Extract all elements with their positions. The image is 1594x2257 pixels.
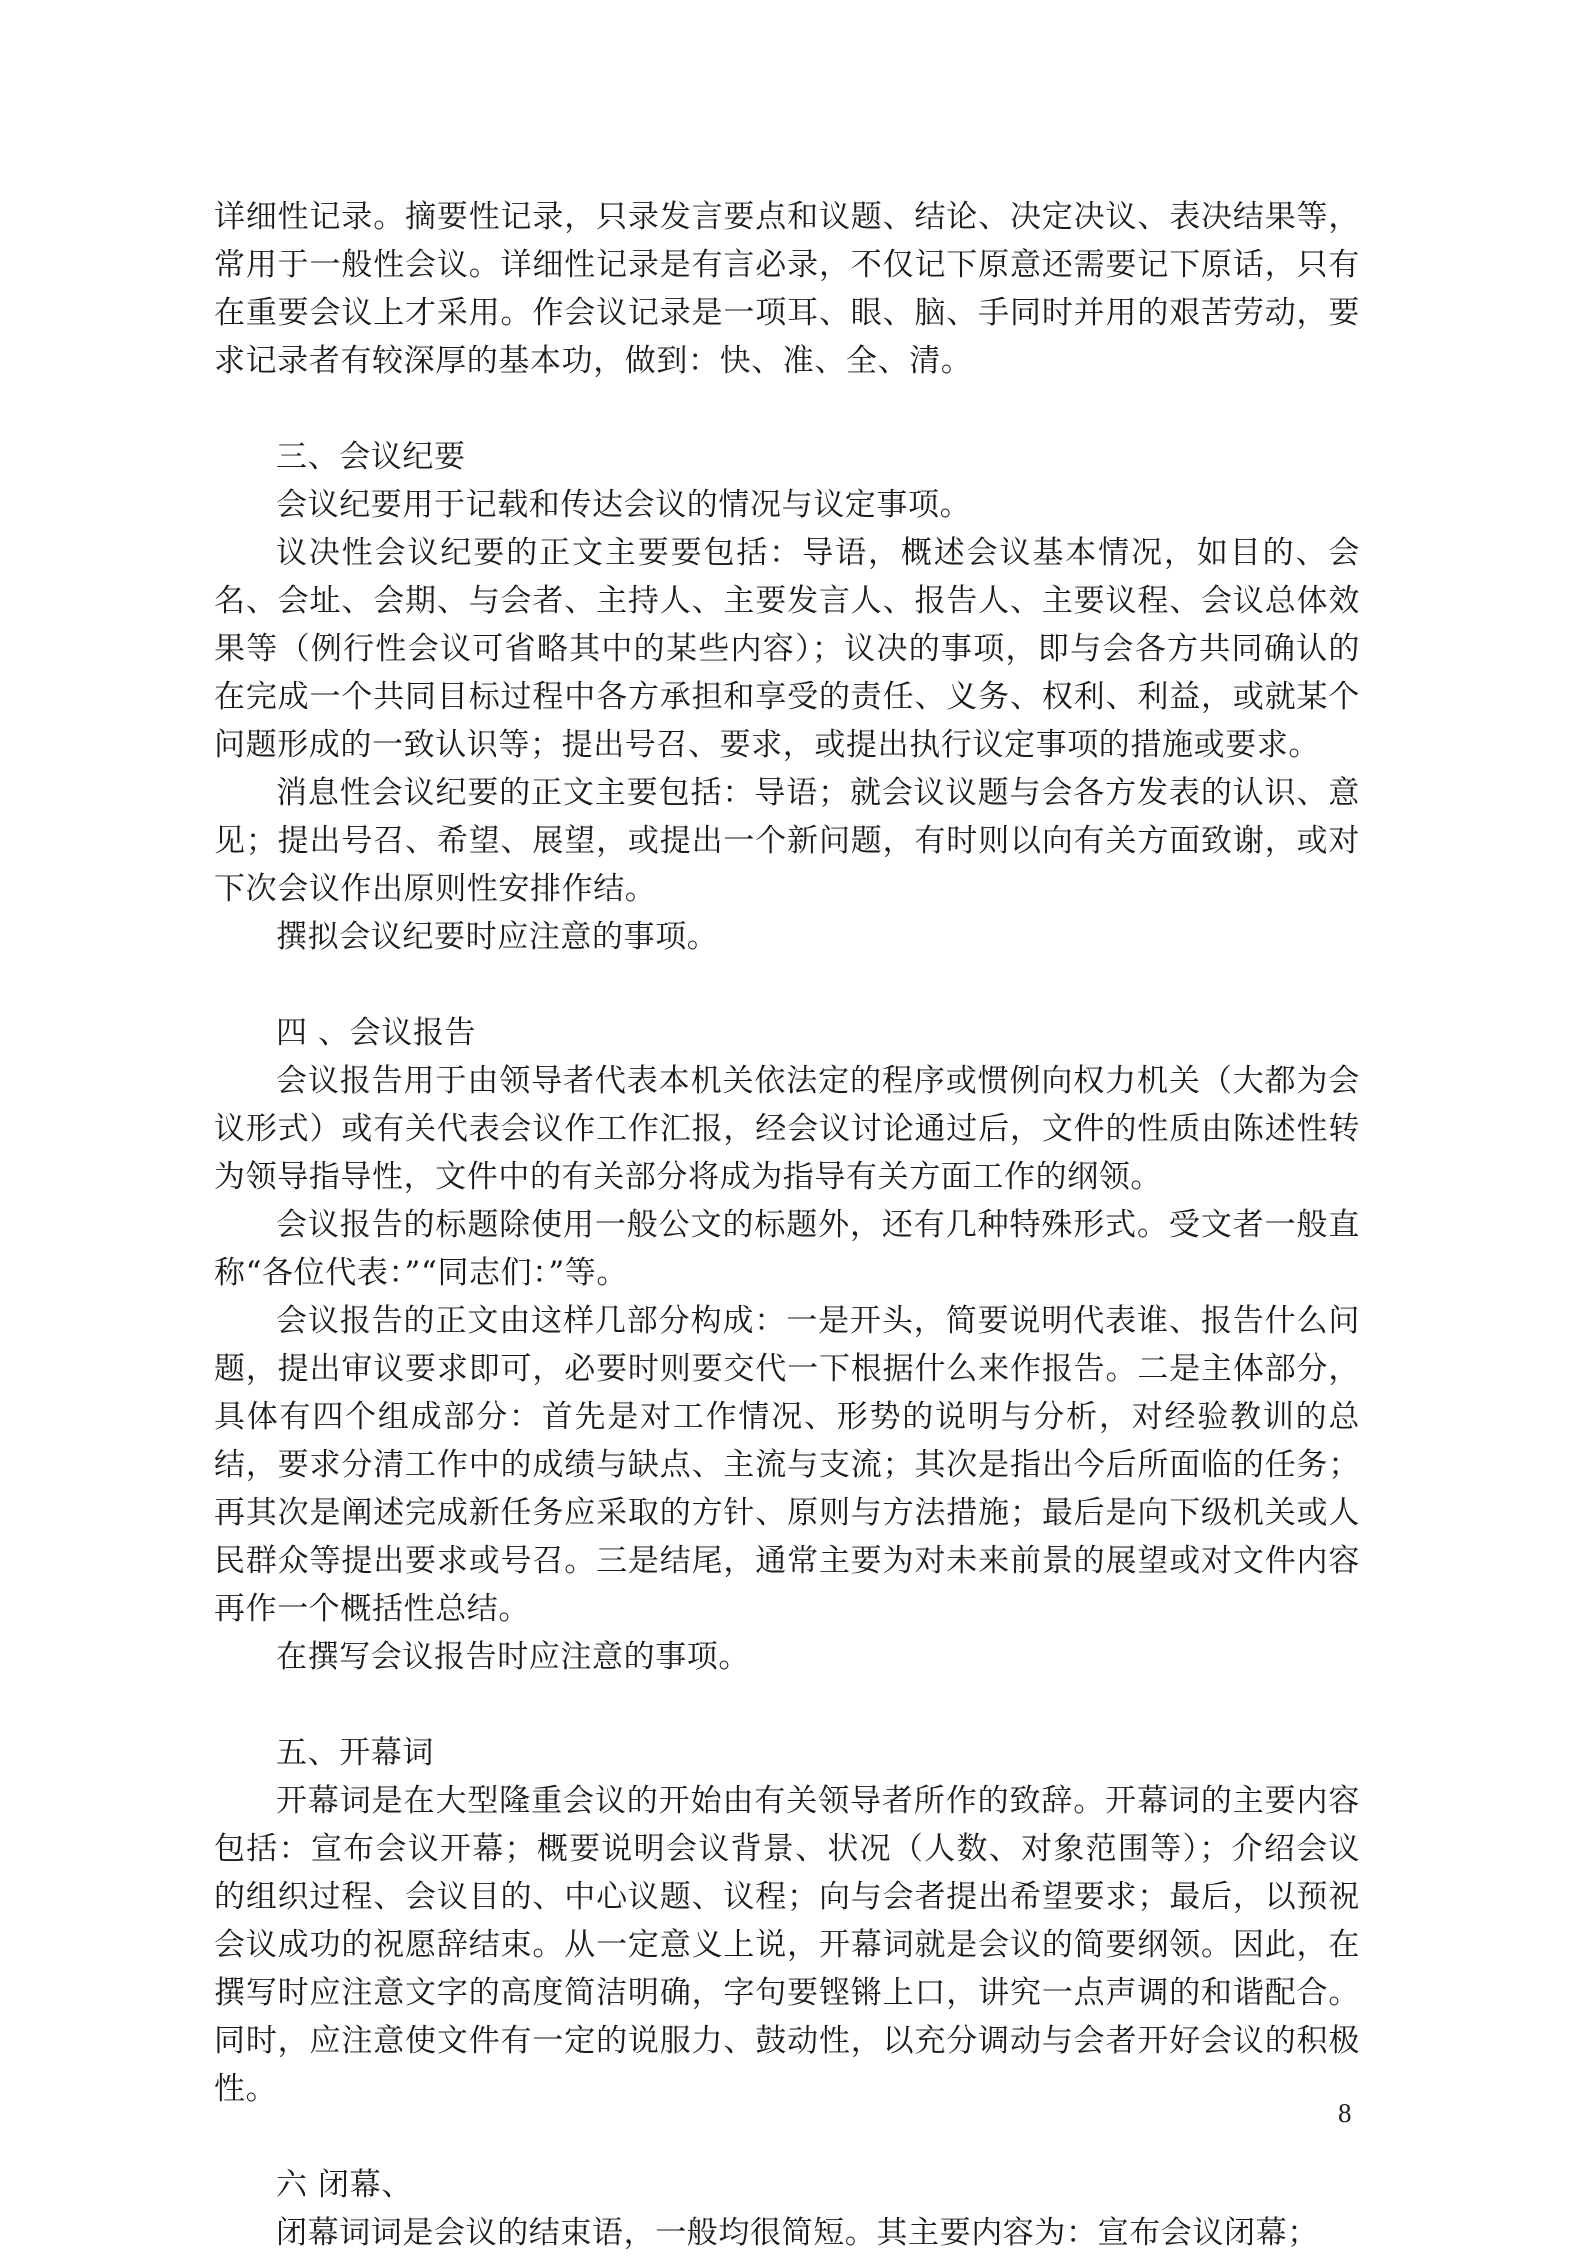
paragraph-report-title: 会议报告的标题除使用一般公文的标题外，还有几种特殊形式。受文者一般直称“各位代表：”“同志们：”等。 (214, 1207, 1360, 1291)
section-spacer (214, 1681, 1360, 1729)
paragraph-opening-speech: 开幕词是在大型隆重会议的开始由有关领导者所作的致辞。开幕词的主要内容包括：宣布会议开幕；概要说明会议背景、状况（人数、对象范围等）；介绍会议的组织过程、会议目的、中心议题、议程；向与会者提出希望要求；最后，以预祝会议成功的祝愿辞结束。从一定意义上说，开幕词就是会议的简要纲领。因此，在撰写时应注意文字的高度简洁明确，字句要铿锵上口，讲究一点声调的和谐配合。同时，应注意使文件有一定的说服力、鼓动性，以充分调动与会者开好会议的积极性。 (214, 1783, 1360, 2107)
section-heading-opening-speech: 五、开幕词 (276, 1735, 434, 1771)
section-spacer (214, 2113, 1360, 2161)
document-body (214, 193, 1360, 2257)
paragraph-minutes-purpose: 会议纪要用于记载和传达会议的情况与议定事项。 (276, 487, 972, 523)
section-spacer (214, 961, 1360, 1009)
paragraph-report-purpose: 会议报告用于由领导者代表本机关依法定的程序或惯例向权力机关（大都为会议形式）或有关代表会议作工作汇报，经会议讨论通过后，文件的性质由陈述性转为领导指导性，文件中的有关部分将成为指导有关方面工作的纲领。 (214, 1063, 1360, 1195)
paragraph-report-body: 会议报告的正文由这样几部分构成：一是开头，简要说明代表谁、报告什么问题，提出审议要求即可，必要时则要交代一下根据什么来作报告。二是主体部分，具体有四个组成部分：首先是对工作情况、形势的说明与分析，对经验教训的总结，要求分清工作中的成绩与缺点、主流与支流；其次是指出今后所面临的任务；再其次是阐述完成新任务应采取的方针、原则与方法措施；最后是向下级机关或人民群众等提出要求或号召。三是结尾，通常主要为对未来前景的展望或对文件内容再作一个概括性总结。 (214, 1303, 1360, 1627)
section-heading-meeting-report: 四 、会议报告 (276, 1015, 477, 1051)
page-number: 8 (1338, 2098, 1352, 2128)
section-heading-meeting-minutes: 三、会议纪要 (276, 439, 466, 475)
section-heading-closing: 六 闭幕、 (276, 2167, 413, 2203)
paragraph-record-types: 详细性记录。摘要性记录，只录发言要点和议题、结论、决定决议、表决结果等，常用于一般性会议。详细性记录是有言必录，不仅记下原意还需要记下原话，只有在重要会议上才采用。作会议记录是一项耳、眼、脑、手同时并用的艰苦劳动，要求记录者有较深厚的基本功，做到：快、准、全、清。 (214, 199, 1360, 379)
paragraph-report-notes: 在撰写会议报告时应注意的事项。 (276, 1639, 750, 1675)
paragraph-minutes-notes: 撰拟会议纪要时应注意的事项。 (276, 919, 719, 955)
paragraph-closing-speech: 闭幕词词是会议的结束语，一般均很简短。其主要内容为：宣布会议闭幕； (276, 2215, 1319, 2251)
paragraph-news-minutes: 消息性会议纪要的正文主要包括：导语；就会议议题与会各方发表的认识、意见；提出号召、希望、展望，或提出一个新问题，有时则以向有关方面致谢，或对下次会议作出原则性安排作结。 (214, 775, 1360, 907)
paragraph-resolution-minutes: 议决性会议纪要的正文主要要包括：导语，概述会议基本情况，如目的、会名、会址、会期、与会者、主持人、主要发言人、报告人、主要议程、会议总体效果等（例行性会议可省略其中的某些内容）；议决的事项，即与会各方共同确认的在完成一个共同目标过程中各方承担和享受的责任、义务、权利、利益，或就某个问题形成的一致认识等；提出号召、要求，或提出执行议定事项的措施或要求。 (214, 535, 1360, 763)
section-spacer (214, 385, 1360, 433)
